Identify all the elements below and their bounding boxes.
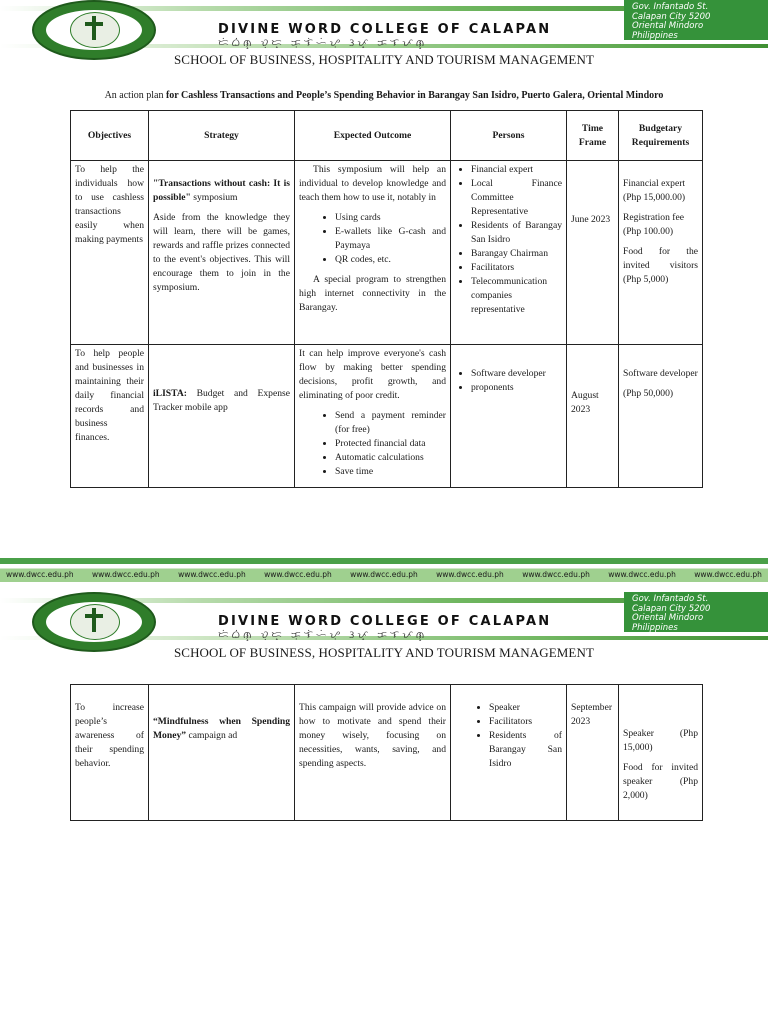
footer-url: www.dwcc.edu.ph xyxy=(6,570,74,579)
address-line: Gov. Infantado St. xyxy=(632,594,709,604)
list-item: • QR codes, etc. xyxy=(335,253,446,267)
strategy-cell xyxy=(149,161,295,345)
persons-list xyxy=(455,701,562,771)
objective-cell: To help people and businesses in maintaining their daily financial records and business finances. xyxy=(71,345,149,488)
list-item: • Automatic calculations xyxy=(335,451,446,465)
footer-url: www.dwcc.edu.ph xyxy=(522,570,590,579)
outcome-list xyxy=(299,211,446,267)
outcome-intro: This symposium will help an individual to develop knowledge and teach them how to use it, notably in xyxy=(299,164,446,203)
list-item: • Facilitators xyxy=(489,715,562,729)
strategy-title: iLISTA: xyxy=(153,388,187,399)
address-line: Gov. Infantado St. xyxy=(632,2,709,12)
outcome-intro: This campaign will provide advice on how to motivate and spend their money wisely, focusing on necessities, wants, saving, and spending aspects. xyxy=(299,702,446,769)
strategy-cell xyxy=(149,685,295,821)
letterhead xyxy=(0,0,768,52)
college-seal-icon xyxy=(32,592,156,652)
persons-list xyxy=(455,163,562,317)
list-item: • E-wallets like G-cash and Paymaya xyxy=(335,225,446,253)
footer-url: www.dwcc.edu.ph xyxy=(178,570,246,579)
budget-cell xyxy=(619,345,703,488)
college-name-script: ᜇᜒᜊᜒᜈ᜔ ᜏᜓᜇ᜔ ᜃᜓᜎᜒᜑᜒᜌᜓ ᜂᜉ᜔ ᜃᜎᜉᜈ᜔ xyxy=(218,38,428,49)
address-line: Calapan City 5200 xyxy=(632,11,711,22)
objective-text: To increase people’s awareness of their spending behavior. xyxy=(75,702,144,769)
list-item: • Financial expert xyxy=(471,163,562,177)
list-item: • Save time xyxy=(335,465,446,479)
footer-urls xyxy=(0,570,768,579)
header-objectives: Objectives xyxy=(71,111,149,161)
college-name: DIVINE WORD COLLEGE OF CALAPAN xyxy=(218,22,552,37)
time-frame-text: June 2023 xyxy=(571,213,611,225)
budget-item: Financial expert (Php 15,000.00) xyxy=(623,178,686,203)
budget-item: Speaker (Php 15,000) xyxy=(623,728,698,753)
outcome-cell xyxy=(295,685,451,821)
header-time-frame: Time Frame xyxy=(567,111,619,161)
strategy-cell xyxy=(149,345,295,488)
budget-cell xyxy=(619,161,703,345)
time-frame-text: August 2023 xyxy=(571,390,599,415)
address-line: Calapan City 5200 xyxy=(632,603,711,614)
page-footer xyxy=(0,552,768,582)
college-address xyxy=(624,592,768,632)
address-line: Oriental Mindoro xyxy=(632,613,704,623)
list-item: • Send a payment reminder (for free) xyxy=(335,409,446,437)
footer-url: www.dwcc.edu.ph xyxy=(694,570,762,579)
action-plan-prefix: An action plan xyxy=(104,90,166,101)
header-expected-outcome: Expected Outcome xyxy=(295,111,451,161)
footer-url: www.dwcc.edu.ph xyxy=(608,570,676,579)
school-title: SCHOOL OF BUSINESS, HOSPITALITY AND TOURISM MANAGEMENT xyxy=(173,52,595,67)
letterhead xyxy=(0,592,768,644)
outcome-outro: A special program to strengthen high internet connectivity in the Barangay. xyxy=(299,274,446,313)
budget-item: Food for the invited visitors (Php 5,000) xyxy=(623,246,698,285)
table-row xyxy=(71,345,703,488)
time-frame-text: September 2023 xyxy=(571,702,613,727)
list-item: • Telecommunication companies representative xyxy=(471,275,562,317)
time-frame-cell xyxy=(567,685,619,821)
persons-cell xyxy=(451,345,567,488)
list-item: • proponents xyxy=(471,381,562,395)
strategy-title: "Transactions without cash: It is possible" xyxy=(153,178,290,203)
budget-item: Software developer xyxy=(623,368,698,379)
budget-cell xyxy=(619,685,703,821)
strategy-title-line xyxy=(153,387,290,415)
table-header-row xyxy=(71,111,703,161)
address-line: Oriental Mindoro xyxy=(632,21,704,31)
header-persons: Persons xyxy=(451,111,567,161)
page-2 xyxy=(0,548,768,1024)
header-budget: Budgetary Requirements xyxy=(619,111,703,161)
strategy-title: “Mindfulness when Spending Money” xyxy=(153,716,290,741)
list-item: • Speaker xyxy=(489,701,562,715)
budget-item: Food for invited speaker (Php 2,000) xyxy=(623,762,698,801)
list-item: • Using cards xyxy=(335,211,446,225)
footer-url: www.dwcc.edu.ph xyxy=(92,570,160,579)
strategy-suffix: symposium xyxy=(190,192,238,203)
action-plan-title xyxy=(0,90,768,101)
college-name-script: ᜇᜒᜊᜒᜈ᜔ ᜏᜓᜇ᜔ ᜃᜓᜎᜒᜑᜒᜌᜓ ᜂᜉ᜔ ᜃᜎᜉᜈ᜔ xyxy=(218,630,428,641)
list-item: • Residents of Barangay San Isidro xyxy=(471,219,562,247)
list-item: • Residents of Barangay San Isidro xyxy=(489,729,562,771)
time-frame-cell xyxy=(567,345,619,488)
list-item: • Facilitators xyxy=(471,261,562,275)
budget-item: (Php 50,000) xyxy=(623,388,674,399)
outcome-list xyxy=(299,409,446,479)
school-title: SCHOOL OF BUSINESS, HOSPITALITY AND TOURISM MANAGEMENT xyxy=(173,645,595,660)
footer-url: www.dwcc.edu.ph xyxy=(436,570,504,579)
outcome-cell xyxy=(295,161,451,345)
action-plan-subject: for Cashless Transactions and People’s Spending Behavior in Barangay San Isidro, Puerto Galera, Oriental Mindoro xyxy=(165,90,664,101)
college-seal-icon xyxy=(32,0,156,60)
list-item: • Protected financial data xyxy=(335,437,446,451)
footer-url: www.dwcc.edu.ph xyxy=(264,570,332,579)
strategy-title-line xyxy=(153,177,290,205)
persons-list xyxy=(455,367,562,395)
list-item: • Local Finance Committee Representative xyxy=(471,177,562,219)
list-item: • Barangay Chairman xyxy=(471,247,562,261)
time-frame-cell xyxy=(567,161,619,345)
college-address xyxy=(624,0,768,40)
college-name: DIVINE WORD COLLEGE OF CALAPAN xyxy=(218,614,552,629)
address-line: Philippines xyxy=(632,622,678,633)
budget-item: Registration fee (Php 100.00) xyxy=(623,212,685,237)
strategy-detail: Aside from the knowledge they will learn, there will be games, rewards and raffle prizes connected to the event's objectives. This will encourage them to join in the symposium. xyxy=(153,212,290,293)
strategy-suffix: campaign ad xyxy=(186,730,238,741)
list-item: • Software developer xyxy=(471,367,562,381)
header-strategy: Strategy xyxy=(149,111,295,161)
action-plan-table xyxy=(70,110,703,488)
objective-cell: To help the individuals how to use cashless transactions easily when making payments xyxy=(71,161,149,345)
objective-cell xyxy=(71,685,149,821)
outcome-cell xyxy=(295,345,451,488)
table-row xyxy=(71,161,703,345)
persons-cell xyxy=(451,685,567,821)
action-plan-table-continued xyxy=(70,684,703,821)
table-row xyxy=(71,685,703,821)
footer-url: www.dwcc.edu.ph xyxy=(350,570,418,579)
outcome-intro: It can help improve everyone's cash flow by making better spending decisions, profit growth, and eliminating of poor credit. xyxy=(299,348,446,401)
address-line: Philippines xyxy=(632,30,678,41)
strategy-suffix: Budget and Expense Tracker mobile app xyxy=(153,388,290,413)
strategy-title-line xyxy=(153,715,290,743)
persons-cell xyxy=(451,161,567,345)
